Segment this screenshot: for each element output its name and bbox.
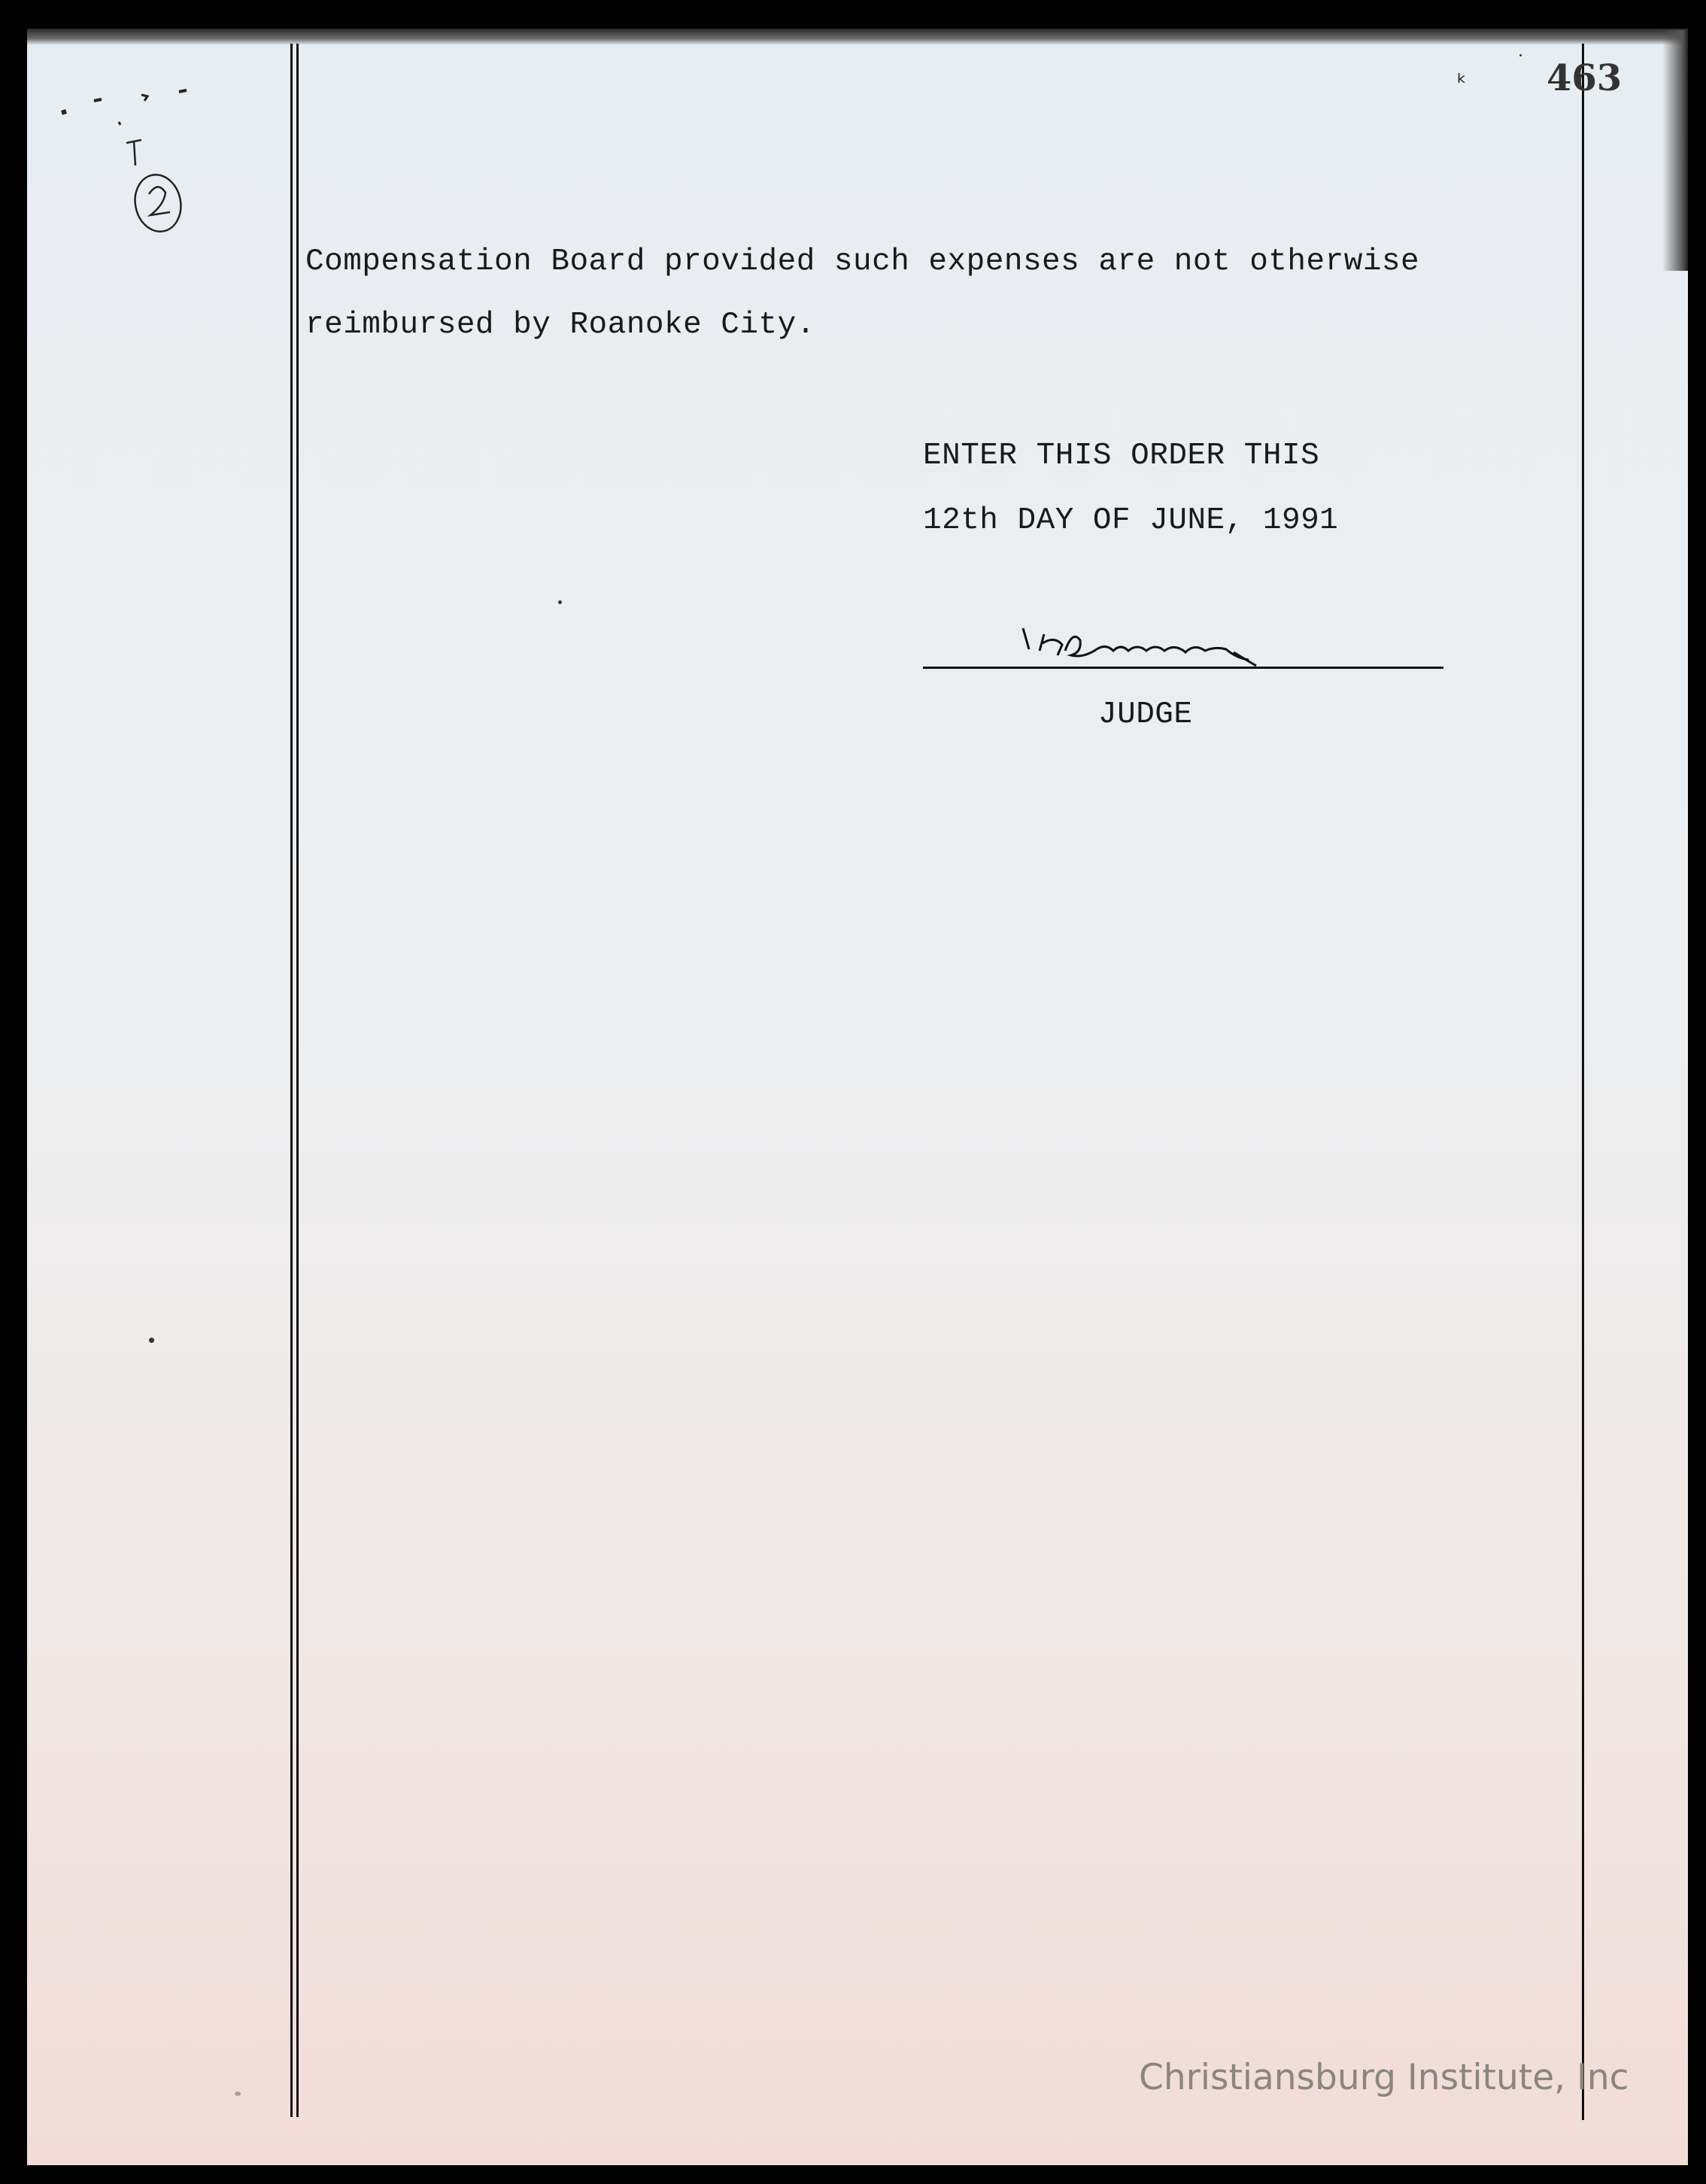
scan-speck [149, 1338, 154, 1343]
scan-speck [1519, 54, 1522, 56]
judge-label: JUDGE [1098, 697, 1193, 732]
scan-edge-shadow [27, 29, 1688, 45]
right-margin-rule [1582, 44, 1584, 2120]
left-margin-rule-outer [290, 44, 293, 2117]
order-line-1: ENTER THIS ORDER THIS [923, 439, 1320, 473]
order-line-2: 12th DAY OF JUNE, 1991 [923, 503, 1339, 538]
left-margin-rule-inner [296, 44, 299, 2117]
scan-speck [235, 2091, 241, 2096]
scan-right-edge-shadow [1662, 30, 1688, 271]
document-page [27, 29, 1688, 2165]
margin-mark: ᵏ [1457, 70, 1467, 96]
handwritten-annotation [53, 68, 218, 248]
watermark: Christiansburg Institute, Inc [1139, 2057, 1629, 2098]
signature-line [923, 667, 1443, 669]
judge-signature [1008, 613, 1414, 681]
scan-speck [558, 600, 562, 604]
body-line-2: reimbursed by Roanoke City. [305, 308, 815, 342]
page-number: 463 [1547, 57, 1623, 99]
body-line-1: Compensation Board provided such expenses are not otherwise [305, 245, 1420, 279]
